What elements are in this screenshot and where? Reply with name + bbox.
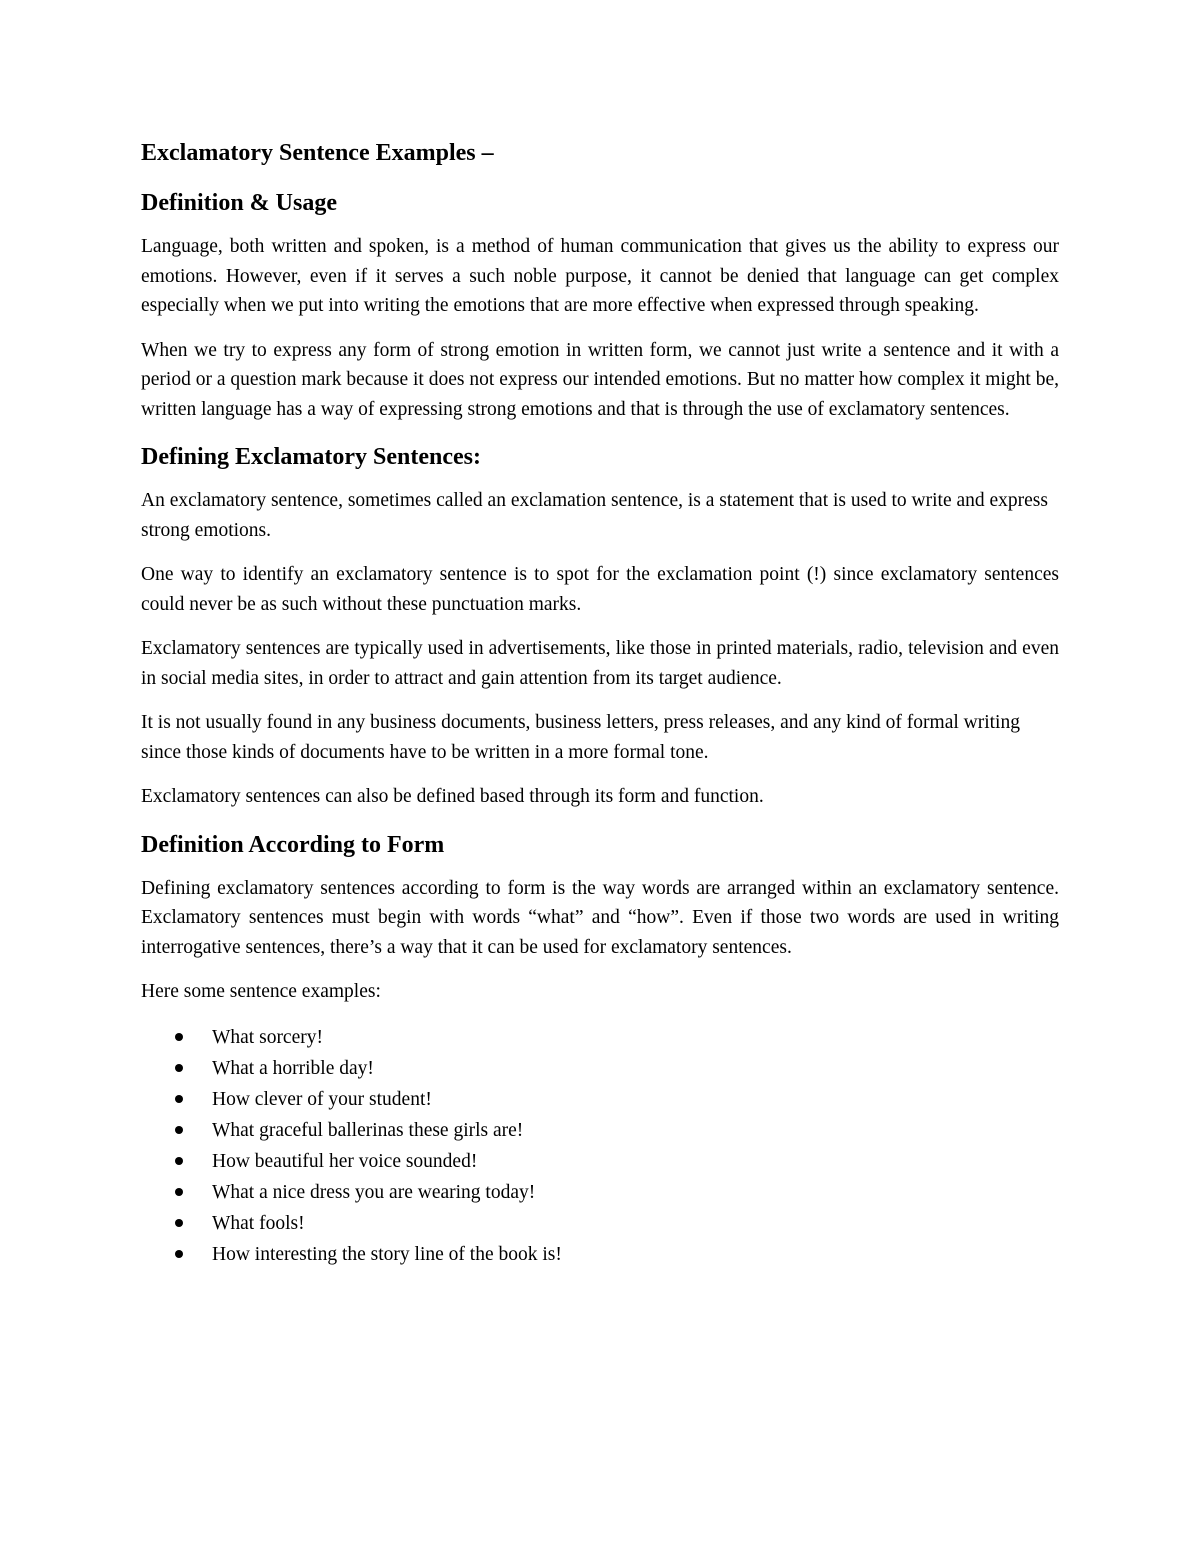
document-subtitle: Definition & Usage (141, 190, 337, 216)
bullet-icon (175, 1157, 183, 1165)
body-paragraph: Defining exclamatory sentences according to form is the way words are arranged within an exclamatory sentence. Exclamatory sentences must begin with words “what” and “how”. Even if those two words are used in writing interrogative sentences, there’s a way that it can be used for exclamatory sentences. (141, 877, 1059, 958)
list-item-text: What graceful ballerinas these girls are! (212, 1119, 524, 1141)
list-item-text: What a nice dress you are wearing today! (212, 1181, 536, 1203)
list-item (175, 1146, 1059, 1177)
bullet-icon (175, 1064, 183, 1072)
section-heading-defining: Defining Exclamatory Sentences: (141, 444, 481, 470)
intro-paragraph: Language, both written and spoken, is a method of human communication that gives us the ability to express our emotions. However, even if it serves a such noble purpose, it cannot be denied that language can get complex especially when we put into writing the emotions that are more effective when expressed through speaking. (141, 236, 1059, 316)
list-item-text: How clever of your student! (212, 1088, 432, 1110)
document-title: Exclamatory Sentence Examples – (141, 140, 494, 166)
intro-paragraph: When we try to express any form of strong emotion in written form, we cannot just write a sentence and it with a period or a question mark because it does not express our intended emotions. But no matter how complex it might be, written language has a way of expressing strong emotions and that is through the use of exclamatory sentences. (141, 339, 1059, 420)
body-paragraph: It is not usually found in any business documents, business letters, press releases, and any kind of formal writing since those kinds of documents have to be written in a more formal tone. (141, 712, 1020, 763)
bullet-icon (175, 1095, 183, 1103)
body-paragraph: Here some sentence examples: (141, 981, 381, 1002)
bullet-icon (175, 1188, 183, 1196)
list-item (175, 1115, 1059, 1146)
bullet-icon (175, 1126, 183, 1134)
section-heading-form: Definition According to Form (141, 831, 445, 858)
list-item-text: What fools! (212, 1212, 305, 1234)
bullet-icon (175, 1250, 183, 1258)
list-item (175, 1239, 1059, 1270)
list-item (175, 1084, 1059, 1115)
body-paragraph: One way to identify an exclamatory sentence is to spot for the exclamation point (!) since exclamatory sentences could never be as such without these punctuation marks. (141, 564, 1059, 615)
list-item (175, 1208, 1059, 1239)
list-item (175, 1177, 1059, 1208)
list-item-text: What a horrible day! (212, 1057, 374, 1079)
list-item-text: How beautiful her voice sounded! (212, 1150, 478, 1172)
bullet-icon (175, 1219, 183, 1227)
bullet-icon (175, 1033, 183, 1041)
body-paragraph: Exclamatory sentences can also be defined based through its form and function. (141, 786, 764, 807)
body-paragraph: Exclamatory sentences are typically used in advertisements, like those in printed materials, radio, television and even in social media sites, in order to attract and gain attention from its target audience. (141, 638, 1059, 689)
list-item (175, 1022, 1059, 1053)
body-paragraph: An exclamatory sentence, sometimes called an exclamation sentence, is a statement that is used to write and express strong emotions. (141, 490, 1048, 541)
list-item-text: How interesting the story line of the book is! (212, 1243, 562, 1265)
examples-list (141, 1022, 1059, 1270)
list-item-text: What sorcery! (212, 1026, 323, 1048)
list-item (175, 1053, 1059, 1084)
document-page (141, 138, 1059, 1270)
